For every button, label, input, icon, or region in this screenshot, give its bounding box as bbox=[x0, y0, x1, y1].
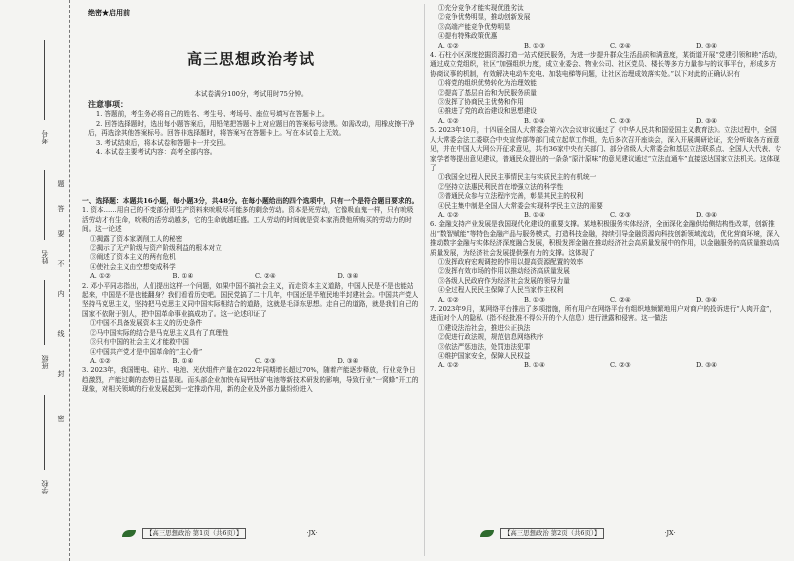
footer-page-label: 【高三思想政治 第1页（共6页）】 bbox=[142, 528, 246, 539]
question-option: ③各级人民政府作为经济社会发展的领导力量 bbox=[438, 276, 570, 285]
answer-choice: C. ②④ bbox=[255, 272, 276, 281]
footer-code: ·JX· bbox=[306, 529, 318, 537]
question-3 bbox=[82, 366, 420, 394]
question-6 bbox=[430, 220, 782, 305]
column-divider bbox=[424, 4, 425, 556]
question-option: ④使社会主义由空想变成科学 bbox=[90, 262, 176, 271]
answer-choices bbox=[430, 361, 782, 370]
footer-page-label: 【高三思想政治 第2页（共6页）】 bbox=[500, 528, 604, 539]
question-option: ②马中国实际的结合是马克思主义具有了真理性 bbox=[90, 328, 229, 337]
question-option: ④推进了党的政治建设和思想建设 bbox=[438, 107, 537, 116]
answer-choice: A. ①② bbox=[90, 356, 111, 365]
right-column-body bbox=[430, 4, 782, 371]
question-option: ③阐述了资本主义的两有危机 bbox=[90, 253, 176, 262]
footer-right bbox=[480, 528, 676, 539]
question-option: ①建设法治社会，推进公正执法 bbox=[438, 323, 531, 332]
answer-choice: D. ③④ bbox=[696, 210, 718, 219]
question-option: ②发挥有效市场的作用以推动经济高质量发展 bbox=[438, 267, 570, 276]
question-option: ④中国共产党才是中国革命的“主心骨” bbox=[90, 347, 203, 356]
answer-choice: B. ①④ bbox=[524, 116, 545, 125]
question-option: ②促进行政法规，规范信息网络秩序 bbox=[438, 333, 544, 342]
question-option: ①我国全过程人民民主事情民主与实质民主的有机统一 bbox=[438, 173, 597, 182]
question-option: ②坚持立法惠民利民首在增强立法的科学性 bbox=[438, 182, 564, 191]
left-column-body bbox=[82, 197, 420, 395]
secret-mark: 绝密★启用前 bbox=[88, 8, 130, 17]
answer-choice: D. ③④ bbox=[337, 272, 359, 281]
question-option: ④维护国家安全，保障人民权益 bbox=[438, 352, 531, 361]
answer-choice: C. ②④ bbox=[610, 295, 631, 304]
binding-margin: 考号 姓名 班级 学校 密 封 线 内 不 要 答 题 bbox=[0, 0, 70, 561]
question-option: ②竞争优势明显，推动创新发展 bbox=[438, 13, 531, 22]
margin-label-name: 姓名 bbox=[41, 250, 49, 264]
question-option: ①充分竞争才能实现优胜劣汰 bbox=[438, 4, 524, 12]
notes-item: 4. 本试卷主要考试内容：高考全部内容。 bbox=[96, 148, 217, 157]
answer-choices bbox=[430, 211, 782, 220]
question-stem: 1. 资本……用自己的不变部分即生产资料来吮吸尽可能多的剩余劳动。资本是死劳动，它像吸血鬼一样，只有吮吸活劳动才有生命，吮吸的活劳动越多，它的生命就越旺盛。工人劳动的时间就是资本家消费他所购买的劳动力的时间。这一论述 bbox=[82, 206, 414, 234]
margin-label-school: 学校 bbox=[41, 480, 49, 494]
question-3-continued bbox=[430, 4, 782, 51]
right-column bbox=[430, 0, 782, 561]
answer-choice: B. ①③ bbox=[524, 295, 545, 304]
page-title: 高三思想政治考试 bbox=[186, 50, 315, 68]
question-option: ③只有中国的社会主义才能救中国 bbox=[90, 338, 189, 347]
answer-choice: D. ③④ bbox=[696, 116, 718, 125]
answer-choice: B. ①③ bbox=[524, 41, 545, 50]
question-2 bbox=[82, 282, 420, 367]
question-option: ④提有特殊政策优惠 bbox=[438, 32, 498, 41]
question-option: ②揭示了无产阶级与资产阶级利益的根本对立 bbox=[90, 244, 222, 253]
question-option: ②提高了基层自治和为民服务质量 bbox=[438, 88, 537, 97]
answer-choice: B. ①④ bbox=[524, 361, 545, 370]
question-option: ①将党的组织优势转化为治理效能 bbox=[438, 79, 537, 88]
margin-line bbox=[44, 40, 45, 120]
answer-choices bbox=[82, 272, 420, 281]
answer-choice: D. ③④ bbox=[696, 295, 718, 304]
answer-choice: B. ①④ bbox=[172, 272, 194, 281]
question-option: ④民主集中制是全国人大常委会实现科学民主立法的需要 bbox=[438, 201, 603, 210]
answer-choices bbox=[430, 42, 782, 51]
notes-item: 3. 考试结束后，将本试卷和答题卡一并交回。 bbox=[96, 138, 230, 147]
question-5 bbox=[430, 126, 782, 220]
answer-choice: A. ①② bbox=[438, 116, 459, 125]
answer-choice: B. ①④ bbox=[172, 356, 194, 365]
answer-choice: D. ③④ bbox=[696, 361, 718, 370]
footer-left bbox=[122, 528, 318, 539]
question-option: ③依法严惩违法，处罚违法犯罪 bbox=[438, 342, 531, 351]
notes-item: 1. 答题前，考生务必将自己的姓名、考生号、考场号、座位号填写在答题卡上。 bbox=[96, 110, 329, 119]
answer-choice: D. ③④ bbox=[337, 356, 359, 365]
footer-code: ·JX· bbox=[664, 529, 676, 537]
answer-choices bbox=[430, 117, 782, 126]
question-stem: 7. 2023年9月，某网络平台推出了多项措施，所有用户在网络平台有组织地频繁地用户对商户的投诉进行“人肉开盒”，进而对个人的隐私（指不经批准不得公开的个人信息）进行泄露和侵害。这一做法 bbox=[430, 305, 777, 323]
margin-line bbox=[44, 170, 45, 240]
question-stem: 3. 2023年，我国锂电、硅片、电池、光伏组件产量在2022年同期增长超过70%，随着产能逐步释放，行业竞争日趋激烈，产能过剩的态势日益显现。而头部企业加快布局钙钛矿电池等新技术研发的影响，导致行业“一窝蜂”开工的现象，对相关领域的行业发展起到一定推动作用，新的企业及外部力量纷纷进入 bbox=[82, 366, 419, 394]
question-option: ③高端产能竞争优势明显 bbox=[438, 22, 511, 31]
left-column bbox=[82, 0, 420, 561]
question-7 bbox=[430, 305, 782, 371]
answer-choice: A. ①② bbox=[90, 272, 111, 281]
margin-label-class: 班级 bbox=[41, 355, 49, 369]
question-option: ①发挥政府宏观调控的作用以提高资源配置的效率 bbox=[438, 257, 584, 266]
question-stem: 5. 2023年10月，十四届全国人大常委会第六次会议审议通过了《中华人民共和国爱国主义教育法》。立法过程中，全国人大常委会法工委联合中央宣传部等部门成立起草工作组，先后多次召开座谈会，深入开展调研论证，充分听取各方面意见，并在中国人大网公开征求意见，共有36家中央有关部门、部分省级人大常委会和基层立法联系点、全国人大代表、专家学者等提出意见建议，普通民众提出的一条条“原汁原味”的意见建议通过“立法直通车”直接送达国家立法机关。这体现了 bbox=[430, 126, 782, 172]
question-option: ①中国不具备发展资本主义的历史条件 bbox=[90, 319, 203, 328]
notes-item: 2. 回答选择题时，选出每小题答案后，用铅笔把答题卡上对应题目的答案标号涂黑。如需改动，用橡皮擦干净后，再选涂其他答案标号。回答非选择题时，将答案写在答题卡上。写在本试卷上无效。 bbox=[88, 119, 415, 138]
margin-line bbox=[44, 280, 45, 345]
answer-choice: C. ②③ bbox=[610, 361, 631, 370]
notes-heading: 注意事项： bbox=[88, 99, 128, 109]
question-4 bbox=[430, 51, 782, 126]
question-1 bbox=[82, 206, 420, 281]
answer-choice: D. ③④ bbox=[696, 41, 718, 50]
section-heading: 一、选择题：本题共16小题，每小题3分，共48分。在每小题给出的四个选项中，只有一个是符合题目要求的。 bbox=[82, 197, 419, 205]
answer-choices bbox=[430, 296, 782, 305]
answer-choice: B. ①④ bbox=[524, 210, 545, 219]
question-stem: 4. 石柱小区深度挖掘资源打造一站式便民服务，为进一步提升群众生活品质和满意度，某街道开展“党建引领和睦”活动，通过成立党组织，社区“加强组织力度，成立业委会、物业公司、社区党员、楼长等多方力量参与的议事平台，形成多方协商议事的机制，有效解决电动车充电、加装电梯等问题，让社区治理成效落实处。”以下对此的正确认识有 bbox=[430, 51, 782, 78]
question-stem: 6. 金融支持产业发展是我国现代化建设的重要支撑。某地积极服务实体经济，全面深化金融供给侧结构性改革，创新推出“数智赋能”等特色金融产品与服务模式，打造科技金融，持续引导金融资源向科技创新领域流动，优化营商环境，深入推动数字金融与实体经济深度融合发展，积极发挥金融在推动经济社会高质量发展中的作用，以金融服务的高质量推动高质量发展，为经济社会发展提供强有力的支撑。这体现了 bbox=[430, 220, 780, 257]
answer-choices bbox=[82, 357, 420, 366]
margin-label-exam-no: 考号 bbox=[41, 130, 49, 144]
question-stem: 2. 邓小平同志指出，人们提出这样一个问题，如果中国不搞社会主义，而走资本主义道路，中国人民是不是也能站起来，中国是不是也能翻身？我们看看历史吧。国民党搞了二十几年，中国还是半殖民地半封建社会。中国共产党人坚持马克思主义，坚持把马克思主义同中国实际相结合的道路，这就是毛泽东思想。走自己的道路，就是我们自己的国家不依附于别人，把中国革命事业搞成功了。这一论述印证了 bbox=[82, 281, 419, 318]
question-option: ④全过程人民民主保障了人民当家作主权利 bbox=[438, 286, 564, 295]
leaf-icon bbox=[122, 530, 136, 537]
answer-choice: A. ①② bbox=[438, 361, 459, 370]
answer-choice: C. ②③ bbox=[255, 356, 276, 365]
answer-choice: C. ②④ bbox=[610, 41, 631, 50]
answer-choice: C. ②③ bbox=[610, 210, 631, 219]
score-line: 本试卷满分100分，考试用时75分钟。 bbox=[194, 90, 308, 98]
question-option: ①揭露了资本家剥削工人的秘密 bbox=[90, 234, 183, 243]
question-option: ③普通民众参与立法程序完善，彰显其民主的权利 bbox=[438, 192, 584, 201]
answer-choice: A. ①② bbox=[438, 41, 459, 50]
answer-choice: A. ①② bbox=[438, 210, 459, 219]
leaf-icon bbox=[480, 530, 494, 537]
question-option: ③发挥了协商民主优势和作用 bbox=[438, 98, 524, 107]
answer-choice: A. ①② bbox=[438, 295, 459, 304]
margin-line bbox=[44, 395, 45, 470]
answer-choice: C. ②③ bbox=[610, 116, 631, 125]
